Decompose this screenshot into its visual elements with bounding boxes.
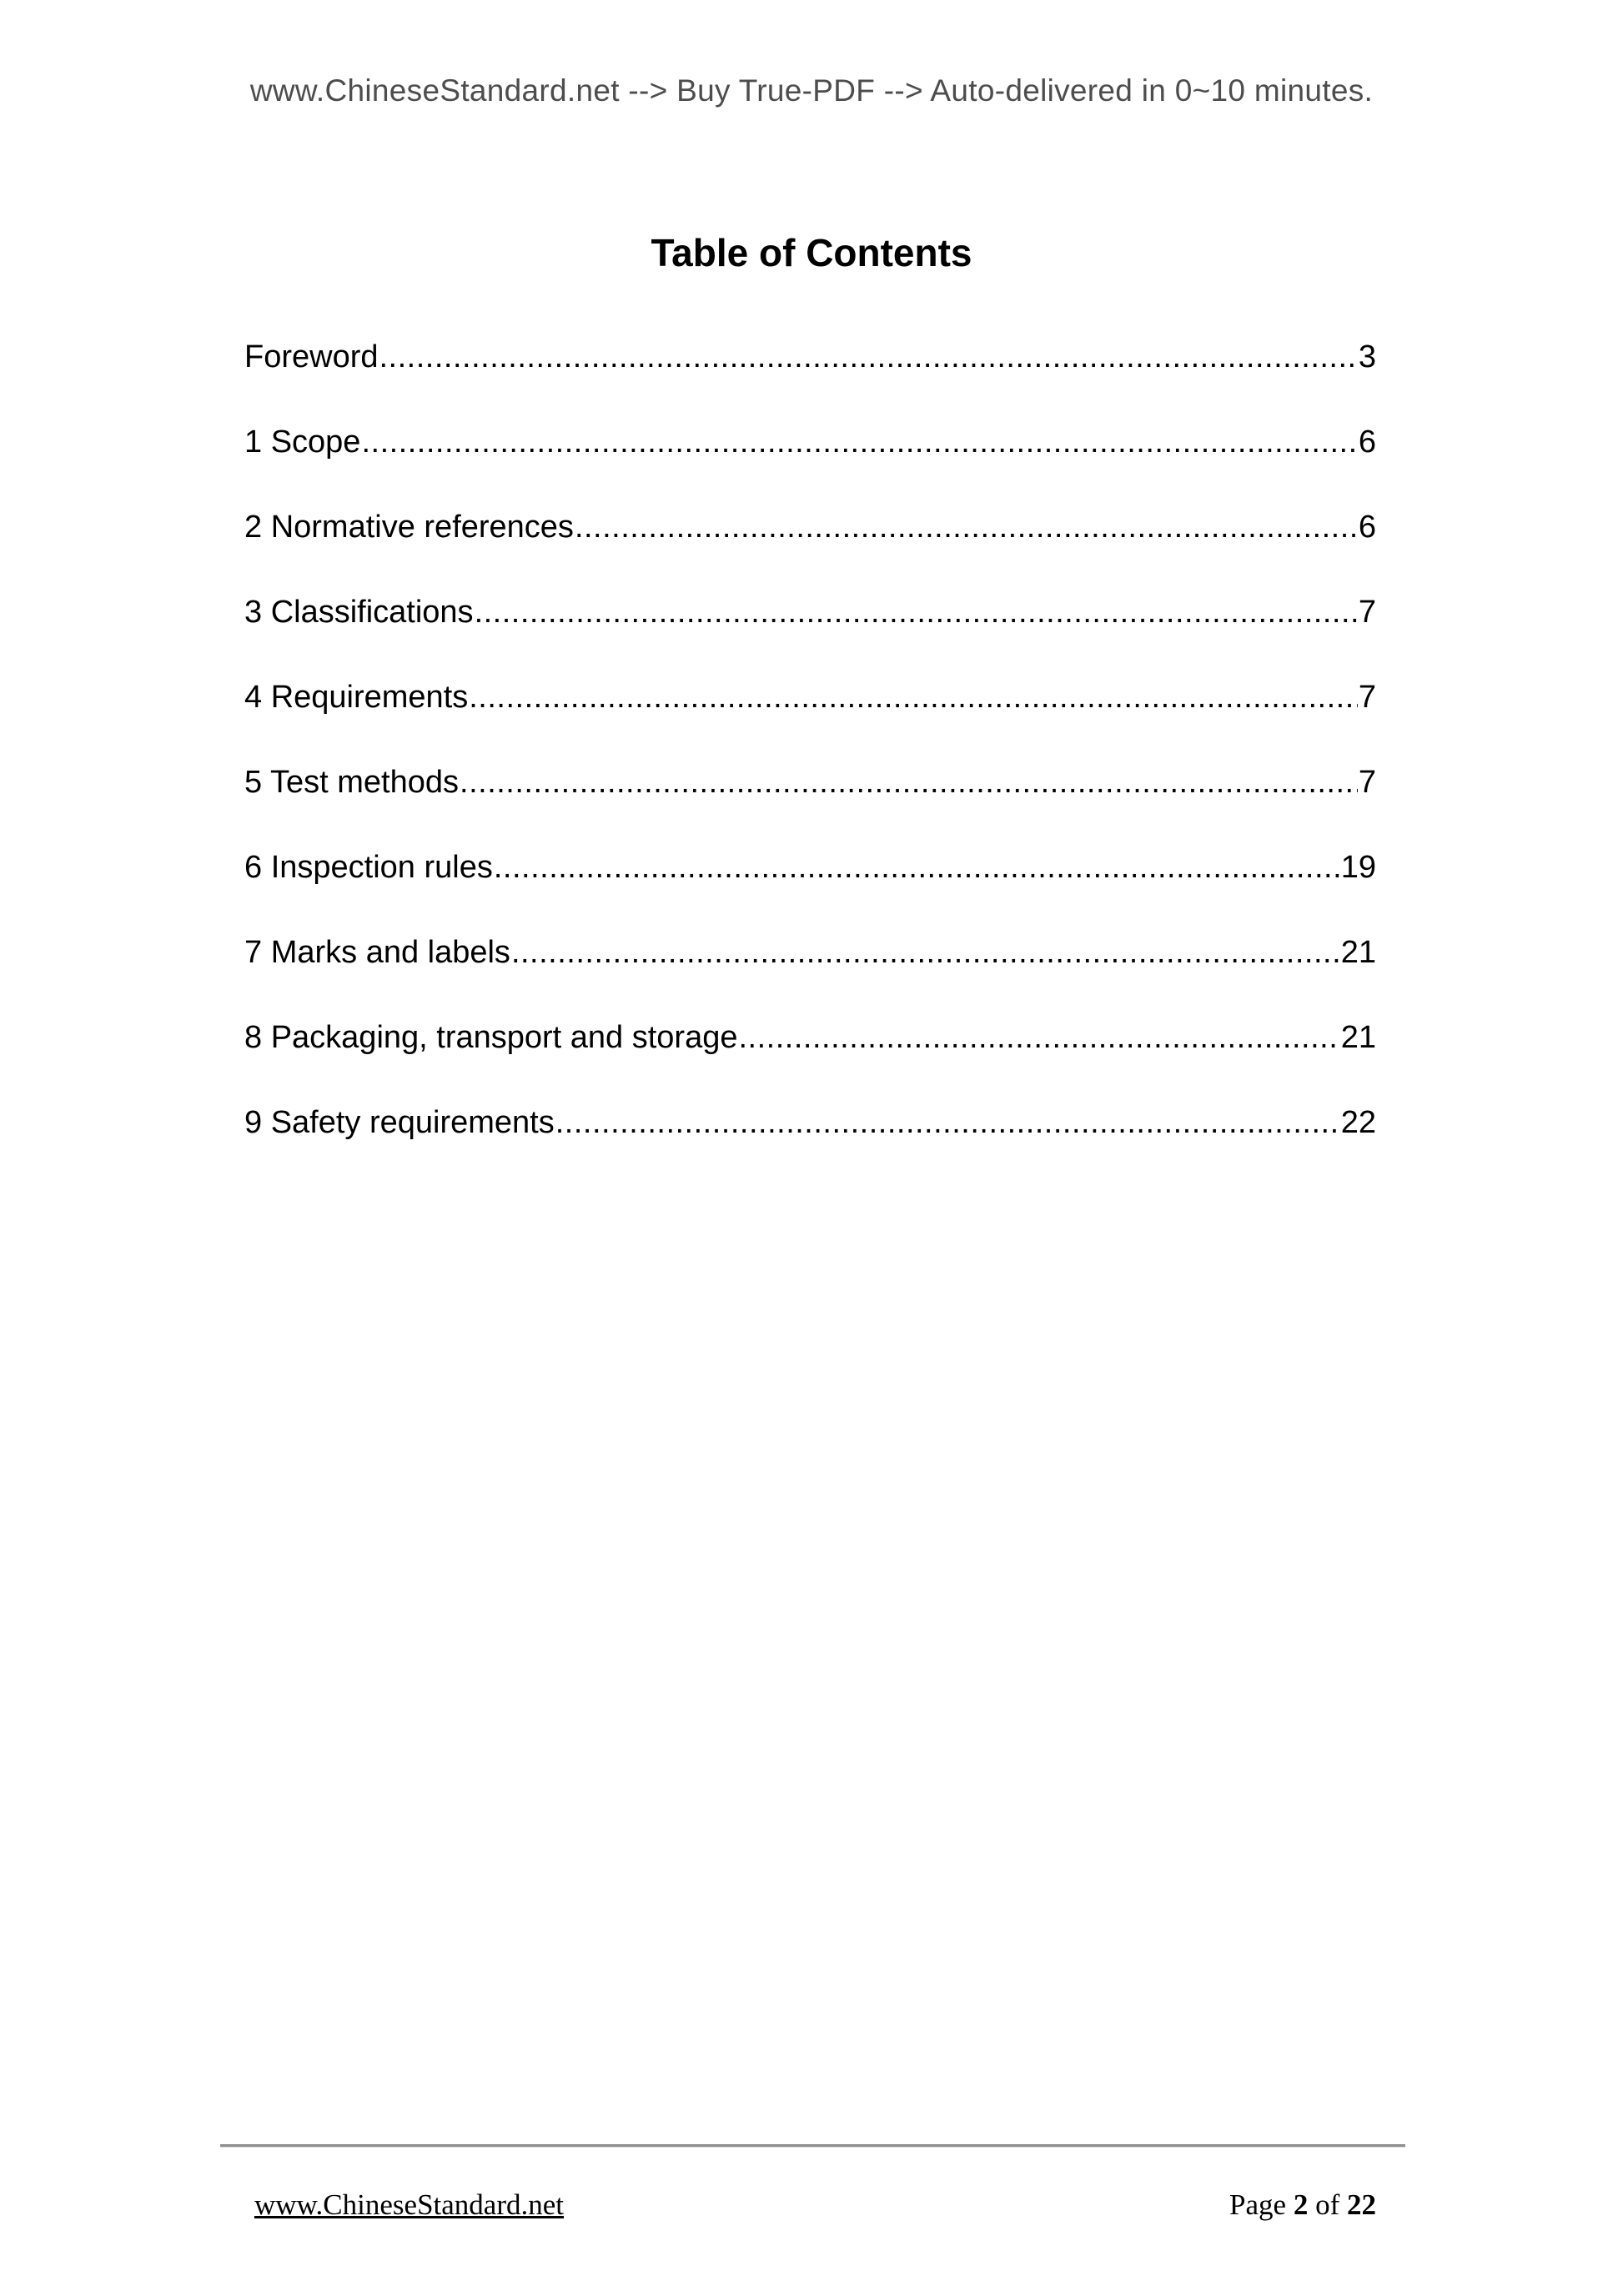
toc-entry bbox=[244, 1103, 1376, 1143]
toc-leader-dots bbox=[379, 337, 1358, 377]
toc-entry-label: 2 Normative references bbox=[244, 510, 574, 545]
header-note: www.ChineseStandard.net --> Buy True-PDF --> Auto-delivered in 0~10 minutes. bbox=[249, 73, 1374, 108]
toc-page-number: 7 bbox=[1358, 765, 1376, 800]
toc-leader-dots bbox=[511, 932, 1340, 972]
toc-entry-label: Foreword bbox=[244, 339, 379, 374]
toc-leader-dots bbox=[494, 847, 1340, 887]
toc-page-number: 22 bbox=[1340, 1105, 1376, 1140]
toc-page-number: 21 bbox=[1340, 935, 1376, 970]
toc-page-number: 6 bbox=[1358, 510, 1376, 545]
footer-divider bbox=[220, 2144, 1405, 2148]
toc-leader-dots bbox=[469, 677, 1358, 717]
toc-entry bbox=[244, 422, 1376, 462]
toc-page-number: 3 bbox=[1358, 339, 1376, 374]
toc-leader-dots bbox=[361, 422, 1357, 462]
toc-entry-label: 1 Scope bbox=[244, 425, 361, 460]
toc-page-number: 21 bbox=[1340, 1020, 1376, 1055]
toc-entry-label: 3 Classifications bbox=[244, 595, 474, 630]
toc-leader-dots bbox=[739, 1017, 1340, 1058]
toc-page-number: 6 bbox=[1358, 425, 1376, 460]
footer bbox=[254, 2188, 1376, 2222]
page-current-number: 2 bbox=[1293, 2188, 1309, 2221]
toc-entry bbox=[244, 932, 1376, 972]
page-word: Page bbox=[1229, 2188, 1287, 2221]
toc-page-number: 7 bbox=[1358, 680, 1376, 715]
toc-entry-label: 4 Requirements bbox=[244, 680, 469, 715]
page-title: Table of Contents bbox=[651, 231, 972, 274]
of-word: of bbox=[1315, 2188, 1340, 2221]
toc-entry bbox=[244, 847, 1376, 887]
toc-entry-label: 8 Packaging, transport and storage bbox=[244, 1020, 738, 1055]
toc-leader-dots bbox=[575, 507, 1358, 547]
toc-leader-dots bbox=[460, 762, 1358, 802]
toc-entry-label: 7 Marks and labels bbox=[244, 935, 510, 970]
toc-entry-label: 6 Inspection rules bbox=[244, 850, 493, 885]
toc-page-number: 19 bbox=[1340, 850, 1376, 885]
toc-leader-dots bbox=[555, 1103, 1340, 1143]
toc-entry bbox=[244, 337, 1376, 377]
toc-entry bbox=[244, 1017, 1376, 1058]
toc-entry bbox=[244, 507, 1376, 547]
toc-entry bbox=[244, 762, 1376, 802]
toc-entry-label: 5 Test methods bbox=[244, 765, 460, 800]
toc-list bbox=[244, 337, 1376, 1143]
page-indicator bbox=[1229, 2188, 1376, 2222]
toc-page-number: 7 bbox=[1358, 595, 1376, 630]
page-total-number: 22 bbox=[1347, 2188, 1376, 2221]
toc-entry bbox=[244, 592, 1376, 632]
toc-leader-dots bbox=[475, 592, 1358, 632]
toc-entry-label: 9 Safety requirements bbox=[244, 1105, 555, 1140]
footer-link[interactable]: www.ChineseStandard.net bbox=[254, 2188, 564, 2221]
toc-entry bbox=[244, 677, 1376, 717]
